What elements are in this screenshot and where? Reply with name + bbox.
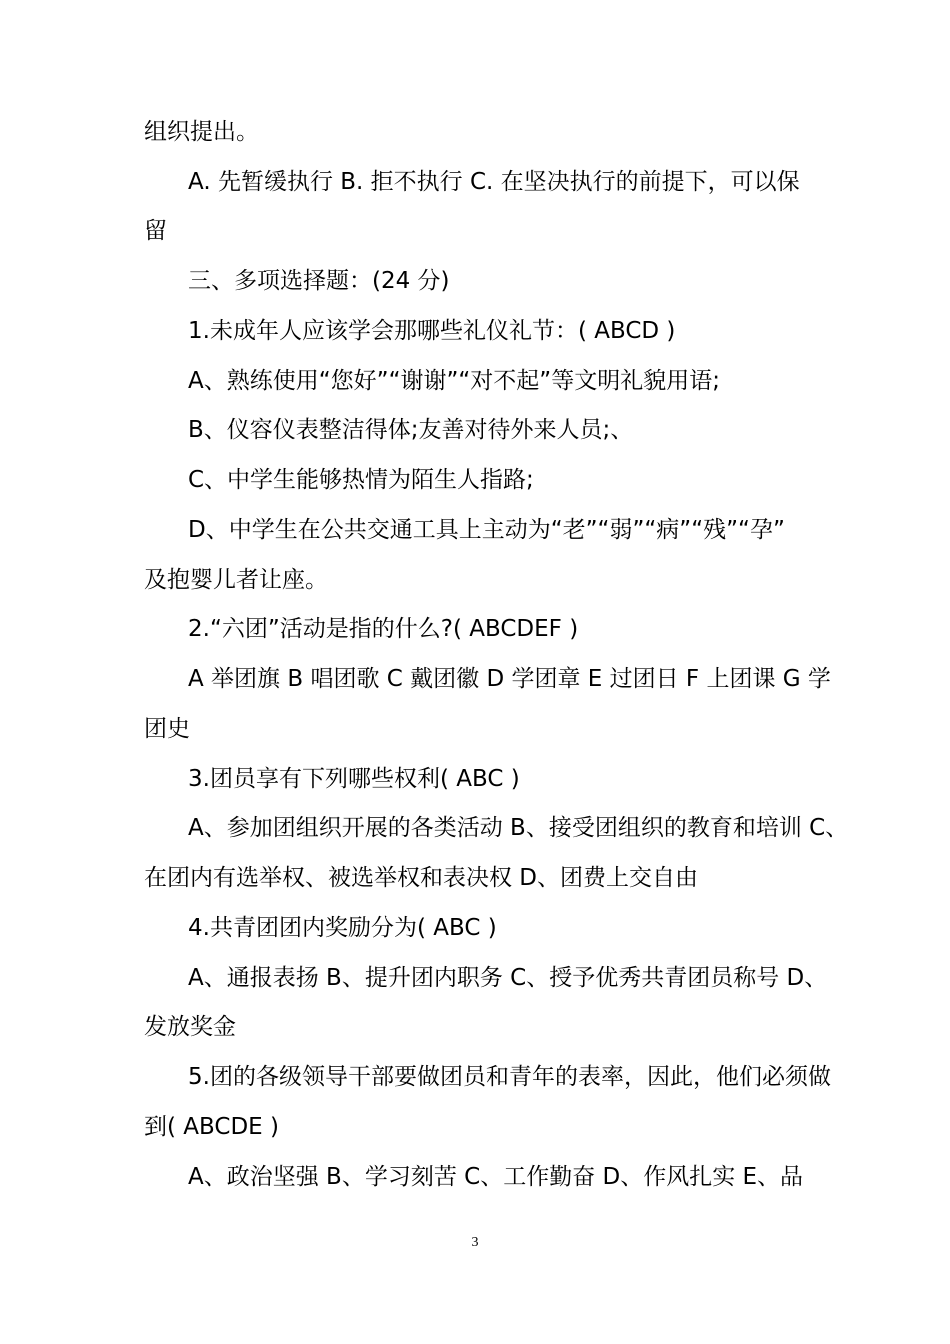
question-1: 1.未成年人应该学会那哪些礼仪礼节：( ABCD ): [188, 318, 676, 344]
text-line-continuation: 留: [144, 218, 167, 244]
question-4: 4.共青团团内奖励分为( ABC ): [188, 915, 497, 941]
option-line: B、仪容仪表整洁得体;友善对待外来人员;、: [188, 417, 634, 443]
option-line: A、政治坚强 B、学习刻苦 C、工作勤奋 D、作风扎实 E、品: [188, 1164, 804, 1190]
text-line-continuation: 到( ABCDE ): [144, 1114, 279, 1140]
option-line: D、中学生在公共交通工具上主动为“老”“弱”“病”“残”“孕”: [188, 517, 785, 543]
option-line: A、参加团组织开展的各类活动 B、接受团组织的教育和培训 C、: [188, 815, 849, 841]
text-line-continuation: 发放奖金: [144, 1014, 236, 1040]
text-line-options: A. 先暂缓执行 B. 拒不执行 C. 在坚决执行的前提下，可以保: [188, 169, 800, 195]
text-line-continuation: 在团内有选举权、被选举权和表决权 D、团费上交自由: [144, 865, 699, 891]
option-line: C、中学生能够热情为陌生人指路;: [188, 467, 534, 493]
option-line: A、通报表扬 B、提升团内职务 C、授予优秀共青团员称号 D、: [188, 965, 828, 991]
text-line-continuation: 团史: [144, 716, 190, 742]
question-5: 5.团的各级领导干部要做团员和青年的表率，因此，他们必须做: [188, 1064, 831, 1090]
page-number: 3: [471, 1235, 479, 1250]
option-line: A、熟练使用“您好”“谢谢”“对不起”等文明礼貌用语;: [188, 368, 720, 394]
question-3: 3.团员享有下列哪些权利( ABC ): [188, 766, 520, 792]
text-line-continuation: 组织提出。: [144, 119, 259, 145]
section-heading: 三、多项选择题：(24 分): [188, 268, 450, 294]
text-line-continuation: 及抱婴儿者让座。: [144, 567, 328, 593]
option-line: A 举团旗 B 唱团歌 C 戴团徽 D 学团章 E 过团日 F 上团课 G 学: [188, 666, 831, 692]
question-2: 2.“六团”活动是指的什么?( ABCDEF ): [188, 616, 579, 642]
